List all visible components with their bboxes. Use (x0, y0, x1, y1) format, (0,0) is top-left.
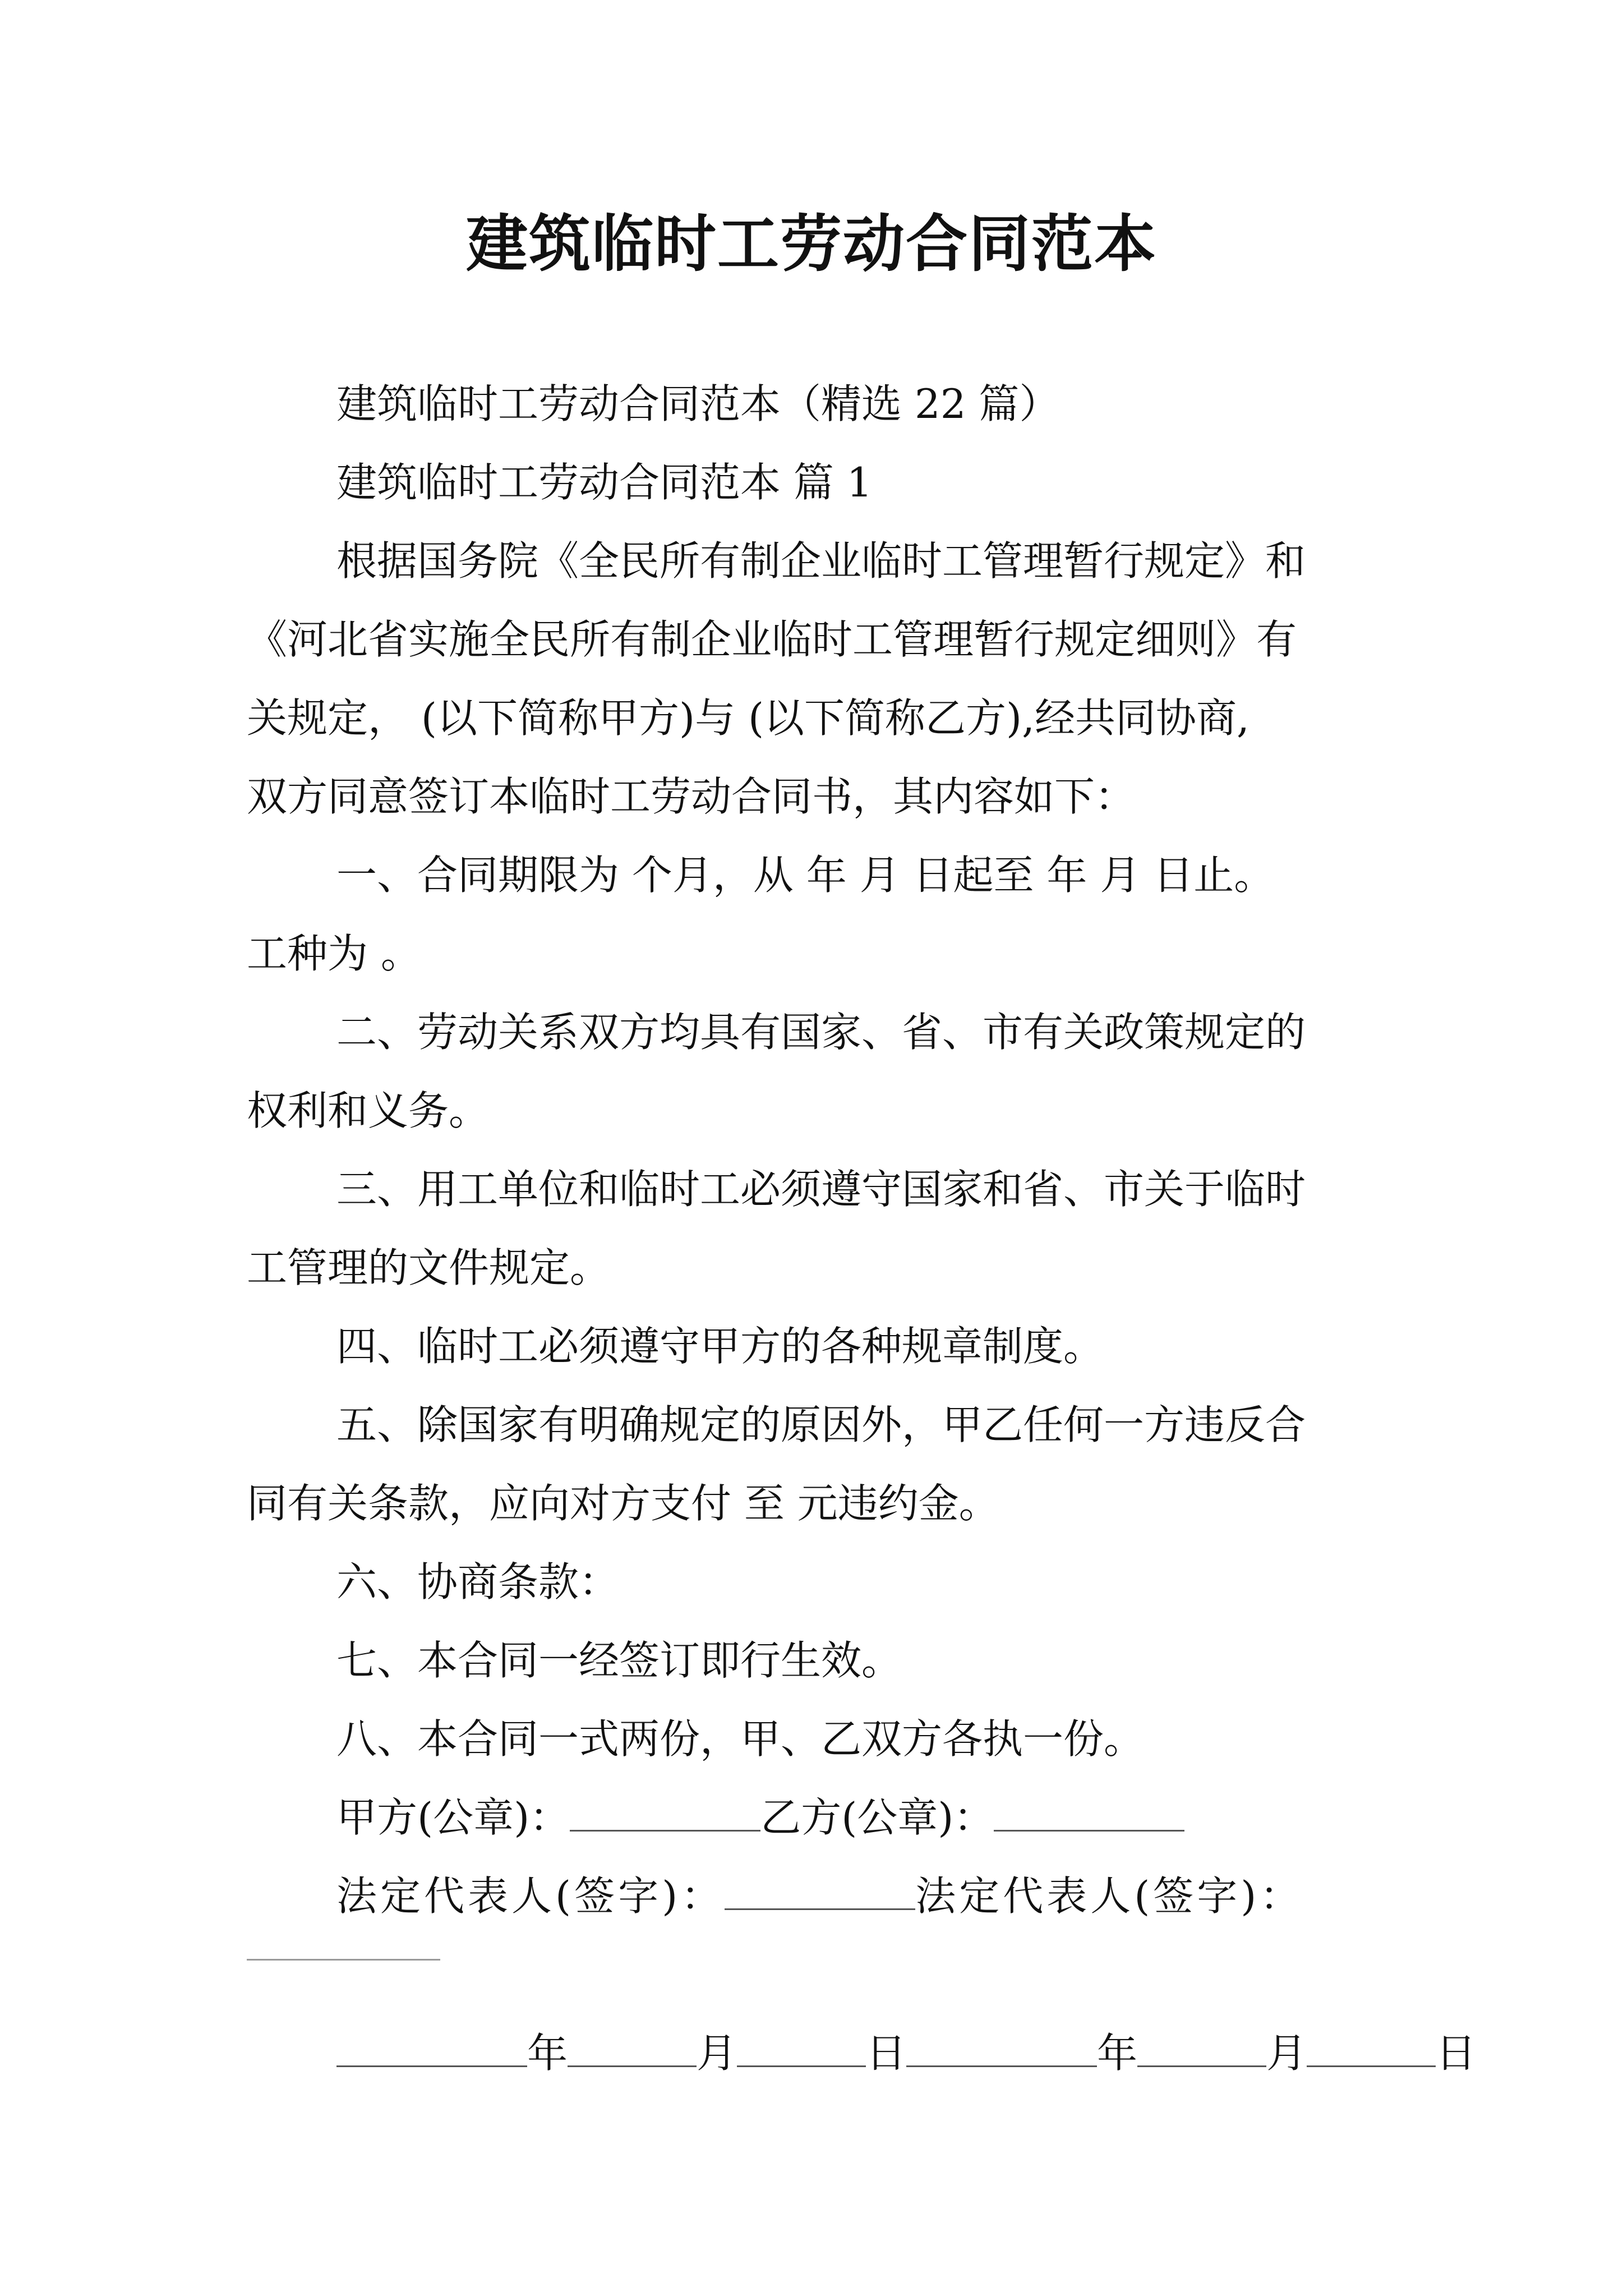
rep-a-label: 法定代表人(签字)： (336, 1872, 725, 1920)
year-b-blank (906, 2031, 1097, 2067)
document-title: 建筑临时工劳动合同范本 (466, 208, 1157, 280)
clause-2-cont: 权利和义务。 (247, 1087, 490, 1134)
day-b-label: 日 (1436, 2030, 1477, 2077)
clause-5: 五、除国家有明确规定的原因外，甲乙任何一方违反合 (336, 1401, 1306, 1448)
paragraph-line: 《河北省实施全民所有制企业临时工管理暂行规定细则》有 (247, 616, 1297, 663)
month-b-blank (1137, 2031, 1266, 2067)
year-a-blank (336, 2031, 527, 2067)
clause-7: 七、本合同一经签订即行生效。 (336, 1637, 902, 1684)
year-b-label: 年 (1097, 2030, 1138, 2077)
clause-1-cont: 工种为 。 (247, 930, 421, 977)
rep-b-label: 法定代表人(签字)： (915, 1872, 1304, 1920)
clause-5-cont: 同有关条款，应向对方支付 至 元违约金。 (247, 1480, 999, 1527)
party-b-seal-blank (994, 1795, 1184, 1832)
rep-b-blank (247, 1959, 440, 1961)
year-a-label: 年 (527, 2030, 568, 2077)
paragraph-line: 关规定， (以下简称甲方)与 (以下简称乙方),经共同协商, (247, 694, 1249, 742)
clause-3: 三、用工单位和临时工必须遵守国家和省、市关于临时 (336, 1166, 1306, 1213)
party-a-seal-blank (570, 1795, 760, 1832)
day-b-blank (1307, 2031, 1436, 2067)
paragraph-line: 双方同意签订本临时工劳动合同书，其内容如下： (247, 773, 1136, 820)
clause-3-cont: 工管理的文件规定。 (247, 1244, 611, 1291)
clause-1: 一、合同期限为 个月，从 年 月 日起至 年 月 日止。 (336, 852, 1275, 899)
representative-line (336, 1857, 1303, 1935)
month-a-blank (568, 2031, 697, 2067)
subtitle-line: 建筑临时工劳动合同范本（精选 22 篇） (336, 380, 1060, 427)
clause-8: 八、本合同一式两份，甲、乙双方各执一份。 (336, 1715, 1145, 1763)
paragraph-line: 根据国务院《全民所有制企业临时工管理暂行规定》和 (336, 537, 1306, 585)
section-heading: 建筑临时工劳动合同范本 篇 1 (336, 459, 873, 506)
date-line (336, 2014, 1476, 2092)
clause-6: 六、协商条款： (336, 1558, 620, 1605)
clause-2: 二、劳动关系双方均具有国家、省、市有关政策规定的 (336, 1009, 1306, 1056)
rep-a-blank (725, 1874, 915, 1910)
party-b-seal-label: 乙方(公章)： (760, 1794, 994, 1841)
party-seal-line (336, 1778, 1184, 1857)
day-a-blank (737, 2031, 866, 2067)
clause-4: 四、临时工必须遵守甲方的各种规章制度。 (336, 1323, 1104, 1370)
month-b-label: 月 (1266, 2030, 1307, 2077)
month-a-label: 月 (697, 2030, 737, 2077)
day-a-label: 日 (866, 2030, 907, 2077)
party-a-seal-label: 甲方(公章)： (336, 1794, 570, 1841)
